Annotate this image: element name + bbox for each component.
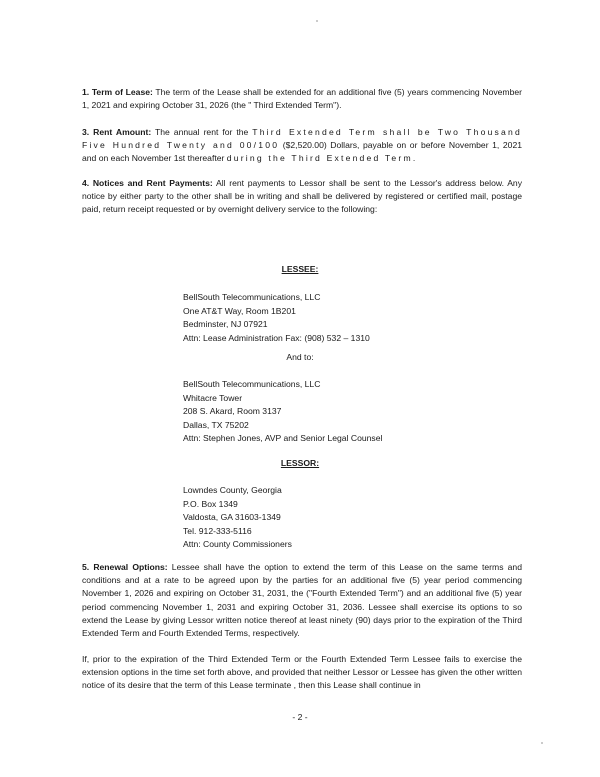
scan-speck [541,742,543,744]
address-line: Dallas, TX 75202 [183,419,249,430]
address-line: Valdosta, GA 31603-1349 [183,512,281,523]
section-text-spaced: during the Third Extended Term. [226,153,418,164]
address-line: P.O. Box 1349 [183,498,238,509]
scan-speck [316,20,318,22]
address-line: Tel. 912-333-5116 [183,525,252,536]
section-term-of-lease [82,86,522,112]
address-line: Lowndes County, Georgia [183,485,282,495]
lessee-address-2 [183,378,513,446]
and-to-label: And to: [286,352,314,362]
address-line: Attn: County Commissioners [183,539,292,550]
address-line: Bedminster, NJ 07921 [183,319,268,330]
section-heading: 5. Renewal Options: [82,562,168,572]
address-line: Attn: Lease Administration Fax: (908) 532 – 1310 [183,332,370,343]
address-line: Whitacre Tower [183,392,243,403]
section-rent-amount [82,126,522,166]
section-notices [82,177,522,217]
lessor-address [183,484,513,552]
section-text: The term of the Lease shall be extended for an additional five (5) years commencing November 1, 2021 and expiring October 31, 2026 (the " Third Extended Term"). [82,87,523,111]
section-heading: 4. Notices and Rent Payments: [82,178,213,188]
lessor-heading: LESSOR: [280,458,320,468]
address-line: 208 S. Akard, Room 3137 [183,406,282,417]
section-text: ($2,520.00) Dollars, payable on or before November 1, 2021 and on each November 1st thereafter [82,140,523,164]
address-line: BellSouth Telecommunications, LLC [183,379,321,389]
section-text-spaced: Third Extended Term shall be Two Thousand Five Hundred Twenty and 00/100 [82,127,522,151]
section-heading: 1. Term of Lease: [82,87,153,97]
section-heading: 3. Rent Amount: [82,127,152,137]
section-text: All rent payments to Lessor shall be sent to the Lessor's address below. Any notice by either party to the other shall be in writing and shall be delivered by registered or certified mail, postage paid, return receipt requested or by overnight delivery service to the following: [82,178,523,215]
section-renewal-options [82,561,522,640]
page-number: - 2 - [292,712,308,722]
address-line: BellSouth Telecommunications, LLC [183,292,321,302]
lessee-heading: LESSEE: [281,264,319,274]
address-line: One AT&T Way, Room 1B201 [183,305,296,316]
lessee-address-1 [183,291,513,345]
section-text: The annual rent for the [151,127,253,137]
section-text: Lessee shall have the option to extend the term of this Lease on the same terms and conditions and at a rate to be agreed upon by the parties for an additional five (5) year period commencing November 1, 2026 and expiring on October 31, 2031, the ("Fourth Extended Term") and an additional five (5) year period commencing November 1, 2031 and expiring October 31, 2036. Lessee shall exercise its options to so extend the Lease by giving Lessor written notice thereof at least ninety (90) days prior to the expiration of the Third Extended Term and Fourth Extended Terms, respectively. [82,562,522,639]
final-paragraph: If, prior to the expiration of the Third Extended Term or the Fourth Extended Term Lessee fails to exercise the extension options in the time set forth above, and provided that neither Lessor or Lessee has given the other written notice of its desire that the term of this Lease terminate , then this Lease shall continue in [82,654,522,691]
address-line: Attn: Stephen Jones, AVP and Senior Legal Counsel [183,433,383,444]
